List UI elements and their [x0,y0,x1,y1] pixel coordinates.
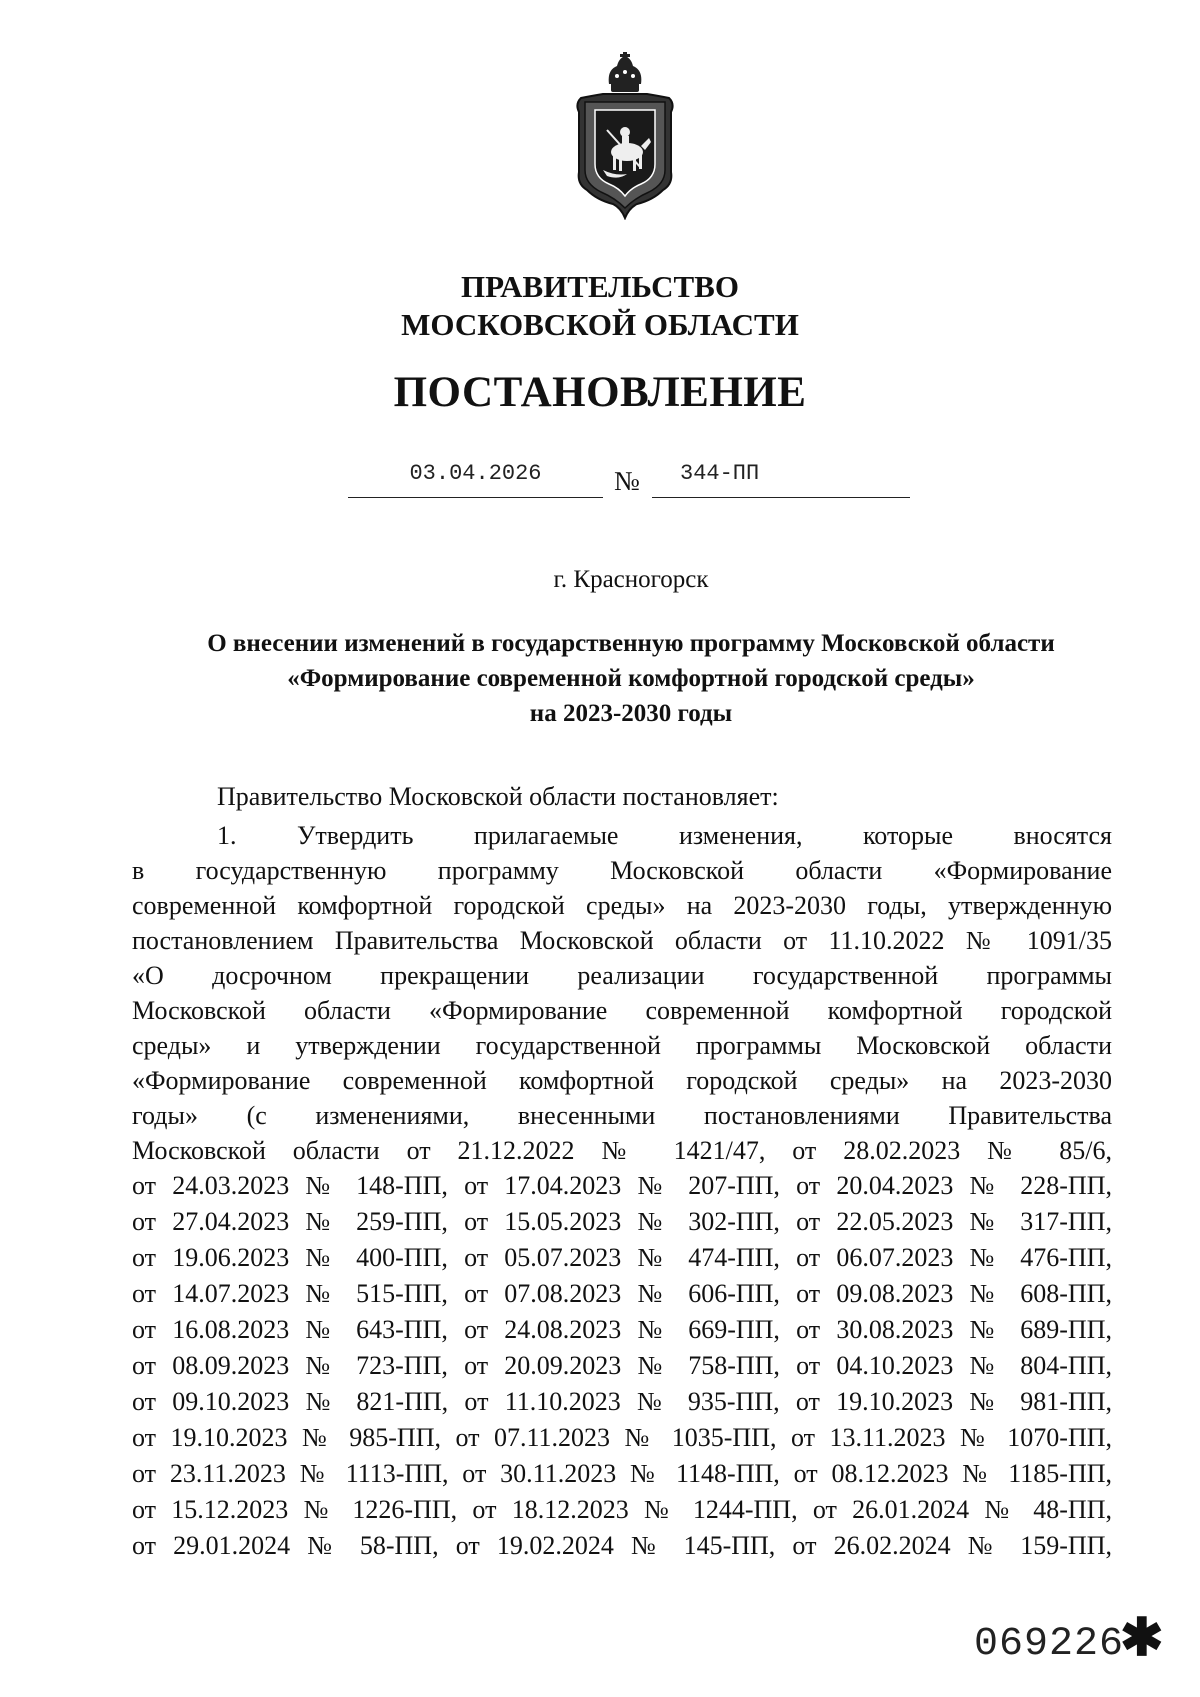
document-type: ПОСТАНОВЛЕНИЕ [393,369,807,416]
coat-of-arms-icon [567,52,683,220]
government-name-line1: ПРАВИТЕЛЬСТВО [461,269,739,304]
date-underline [348,497,603,498]
paragraph-line: от 08.09.2023 № 723-ПП, от 20.09.2023 № 758-ПП, от 04.10.2023 № 804-ПП, [132,1351,1112,1380]
paragraph-line: от 16.08.2023 № 643-ПП, от 24.08.2023 № 669-ПП, от 30.08.2023 № 689-ПП, [132,1315,1112,1344]
paragraph-line: 1. Утвердить прилагаемые изменения, которые вносятся [217,821,1112,850]
paragraph-line: от 15.12.2023 № 1226-ПП, от 18.12.2023 № 1244-ПП, от 26.01.2024 № 48-ПП, [132,1495,1112,1524]
paragraph-line: постановлением Правительства Московской области от 11.10.2022 № 1091/35 [132,926,1112,955]
document-title-line: «Формирование современной комфортной городской среды» [287,665,975,692]
asterisk-mark: ✱ [1120,1610,1164,1667]
paragraph-line: годы» (с изменениями, внесенными постановлениями Правительства [132,1101,1112,1130]
document-title-line: на 2023-2030 годы [529,700,733,727]
document-title-line: О внесении изменений в государственную программу Московской области [207,630,1055,657]
government-name-line2: МОСКОВСКОЙ ОБЛАСТИ [401,307,799,342]
paragraph-line: «О досрочном прекращении реализации государственной программы [132,961,1112,990]
paragraph-line: от 29.01.2024 № 58-ПП, от 19.02.2024 № 145-ПП, от 26.02.2024 № 159-ПП, [132,1531,1112,1560]
paragraph-line: от 23.11.2023 № 1113-ПП, от 30.11.2023 № 1148-ПП, от 08.12.2023 № 1185-ПП, [132,1459,1112,1488]
paragraph-line: от 19.06.2023 № 400-ПП, от 05.07.2023 № 474-ПП, от 06.07.2023 № 476-ПП, [132,1243,1112,1272]
paragraph-line: от 14.07.2023 № 515-ПП, от 07.08.2023 № 606-ПП, от 09.08.2023 № 608-ПП, [132,1279,1112,1308]
document-number: 344-ПП [680,461,760,486]
number-sign: № [614,466,640,496]
paragraph-line: «Формирование современной комфортной городской среды» на 2023-2030 [132,1066,1112,1095]
paragraph-line: от 19.10.2023 № 985-ПП, от 07.11.2023 № 1035-ПП, от 13.11.2023 № 1070-ПП, [132,1423,1112,1452]
number-underline [652,497,910,498]
paragraph-line: в государственную программу Московской области «Формирование [132,856,1112,885]
paragraph-line: среды» и утверждении государственной программы Московской области [132,1031,1112,1060]
document-date: 03.04.2026 [409,461,542,486]
paragraph-line: Московской области «Формирование современной комфортной городской [132,996,1112,1025]
paragraph-line: современной комфортной городской среды» на 2023-2030 годы, утвержденную [132,891,1112,920]
serial-number: 069226 [974,1622,1125,1667]
city: г. Красногорск [553,566,709,593]
paragraph-line: от 09.10.2023 № 821-ПП, от 11.10.2023 № 935-ПП, от 19.10.2023 № 981-ПП, [132,1387,1112,1416]
paragraph-line: от 24.03.2023 № 148-ПП, от 17.04.2023 № 207-ПП, от 20.04.2023 № 228-ПП, [132,1171,1112,1200]
paragraph-line: Московской области от 21.12.2022 № 1421/47, от 28.02.2023 № 85/6, [132,1136,1112,1165]
intro-sentence: Правительство Московской области постановляет: [217,782,779,811]
paragraph-line: от 27.04.2023 № 259-ПП, от 15.05.2023 № 302-ПП, от 22.05.2023 № 317-ПП, [132,1207,1112,1236]
